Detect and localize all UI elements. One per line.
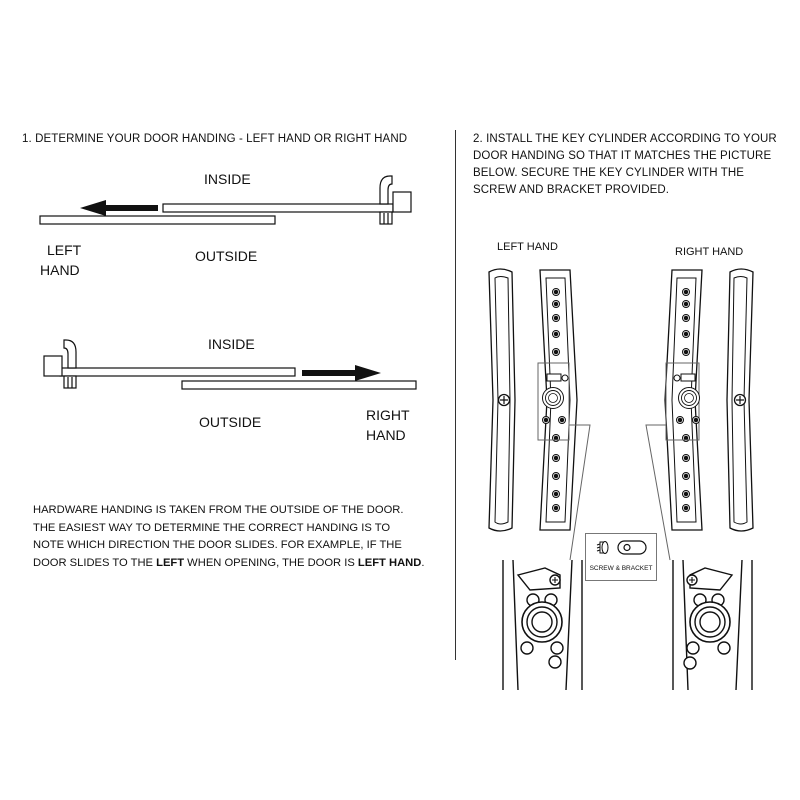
slide-right-arrow (302, 365, 381, 381)
right-hand-label-line2: HAND (366, 427, 406, 443)
note-emphasis-left: LEFT (156, 556, 185, 569)
step2-title-line-3: BELOW. SECURE THE KEY CYLINDER WITH THE (473, 167, 745, 179)
right-hand-caption: RIGHT HAND (675, 246, 744, 258)
step2-title-line-1: 2. INSTALL THE KEY CYLINDER ACCORDING TO YOUR (473, 133, 777, 145)
inside-panel-bottom (60, 368, 295, 376)
left-hand-label-line1: LEFT (47, 242, 82, 258)
note-line-2: THE EASIEST WAY TO DETERMINE THE CORRECT HANDING IS TO (33, 521, 391, 534)
bottom-outside-label: OUTSIDE (199, 414, 262, 430)
left-hand-caption: LEFT HAND (497, 241, 558, 253)
screw-icon (597, 542, 608, 554)
left-hand-label-line2: HAND (40, 262, 80, 278)
left-hand-door-diagram (40, 176, 411, 224)
note-line-4-post: . (421, 556, 425, 569)
top-outside-label: OUTSIDE (195, 248, 258, 264)
step2-title-line-2: DOOR HANDING SO THAT IT MATCHES THE PICTURE (473, 150, 772, 162)
left-detail-view (503, 560, 582, 690)
outside-panel-bottom (182, 381, 416, 389)
right-hand-door-diagram (44, 340, 416, 389)
bottom-inside-label: INSIDE (208, 336, 255, 352)
left-interior-escutcheon (538, 270, 577, 530)
note-emphasis-left-hand: LEFT HAND (357, 556, 422, 569)
note-line-4-mid: WHEN OPENING, THE DOOR IS (184, 556, 358, 569)
handle-bottom-diagram (44, 340, 76, 388)
right-detail-view (673, 560, 752, 690)
bracket-icon (618, 541, 646, 554)
screw-and-bracket-icons (586, 534, 656, 564)
right-hand-label-line1: RIGHT (366, 407, 410, 423)
right-interior-escutcheon (665, 270, 702, 530)
slide-left-arrow (80, 200, 158, 216)
screw-and-bracket-inset (585, 533, 657, 581)
left-exterior-pull (489, 269, 515, 531)
step1-title: 1. DETERMINE YOUR DOOR HANDING - LEFT HAND OR RIGHT HAND (22, 133, 408, 145)
note-line-1: HARDWARE HANDING IS TAKEN FROM THE OUTSIDE OF THE DOOR. (33, 504, 404, 516)
step2-title-line-4: SCREW AND BRACKET PROVIDED. (473, 184, 670, 196)
inside-panel (163, 204, 393, 212)
outside-panel (40, 216, 275, 224)
right-exterior-pull (727, 269, 753, 531)
top-inside-label: INSIDE (204, 171, 251, 187)
screw-and-bracket-label: SCREW & BRACKET (589, 565, 653, 572)
handle-top-diagram (380, 176, 411, 224)
note-line-4-pre: DOOR SLIDES TO THE (33, 556, 157, 569)
note-line-3: NOTE WHICH DIRECTION THE DOOR SLIDES. FOR EXAMPLE, IF THE (33, 539, 402, 552)
